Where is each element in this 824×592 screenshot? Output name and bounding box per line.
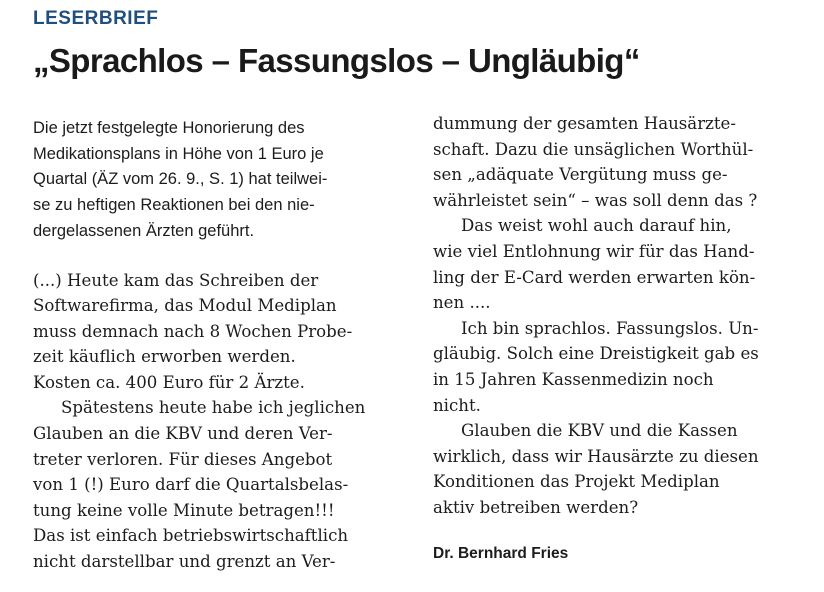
body-line: nicht. xyxy=(433,395,481,415)
intro-line: Die jetzt festgelegte Honorierung des xyxy=(33,119,305,137)
article-headline: „Sprachlos – Fassungslos – Ungläubig“ xyxy=(33,42,640,79)
intro-line: Quartal (ÄZ vom 26. 9., S. 1) hat teilwei- xyxy=(33,170,328,189)
body-line: Spätestens heute habe ich jeglichen xyxy=(61,398,366,418)
body-line: wie viel Entlohnung wir für das Hand- xyxy=(433,241,755,261)
body-line: (...) Heute kam das Schreiben der xyxy=(33,270,319,290)
body-line: zeit käuflich erworben werden. xyxy=(33,347,296,367)
section-label: LESERBRIEF xyxy=(33,8,159,29)
right-column xyxy=(433,111,813,563)
body-line: Kosten ca. 400 Euro für 2 Ärzte. xyxy=(33,372,305,392)
body-line: von 1 (!) Euro darf die Quartalsbelas- xyxy=(33,475,349,495)
body-line: Ich bin sprachlos. Fassungslos. Un- xyxy=(461,318,759,338)
body-line: währleistet sein“ – was soll denn das ? xyxy=(433,190,758,210)
author-signature: Dr. Bernhard Fries xyxy=(433,544,569,562)
body-line: Das ist einfach betriebswirtschaftlich xyxy=(33,526,349,546)
body-line: in 15 Jahren Kassenmedizin noch xyxy=(433,369,714,389)
body-line: aktiv betreiben werden? xyxy=(433,497,639,517)
body-line: ling der E-Card werden erwarten kön- xyxy=(433,267,756,287)
intro-paragraph xyxy=(33,116,413,245)
body-line: Das weist wohl auch darauf hin, xyxy=(461,216,732,236)
body-line: tung keine volle Minute betragen!!! xyxy=(33,500,335,520)
letter-body-left xyxy=(33,268,413,575)
body-line: schaft. Dazu die unsäglichen Worthül- xyxy=(433,139,754,159)
body-line: treter verloren. Für dieses Angebot xyxy=(33,449,333,469)
intro-line: se zu heftigen Reaktionen bei den nie- xyxy=(33,196,315,215)
body-line: sen „adäquate Vergütung muss ge- xyxy=(433,165,728,185)
body-line: gläubig. Solch eine Dreistigkeit gab es xyxy=(433,344,759,364)
letter-body-right xyxy=(433,111,813,521)
body-line: Glauben die KBV und die Kassen xyxy=(461,421,738,441)
body-line: nicht darstellbar und grenzt an Ver- xyxy=(33,552,336,572)
intro-line: Medikationsplans in Höhe von 1 Euro je xyxy=(33,144,324,163)
body-line: muss demnach nach 8 Wochen Probe- xyxy=(33,321,353,341)
body-line: dummung der gesamten Hausärzte- xyxy=(433,114,736,133)
body-line: nen .... xyxy=(433,293,491,313)
left-column xyxy=(33,116,413,575)
body-line: wirklich, dass wir Hausärzte zu diesen xyxy=(433,446,759,466)
body-line: Konditionen das Projekt Mediplan xyxy=(433,472,720,492)
intro-line: dergelassenen Ärzten geführt. xyxy=(33,221,255,240)
body-line: Softwarefirma, das Modul Mediplan xyxy=(33,296,337,316)
body-line: Glauben an die KBV und deren Ver- xyxy=(33,424,333,444)
